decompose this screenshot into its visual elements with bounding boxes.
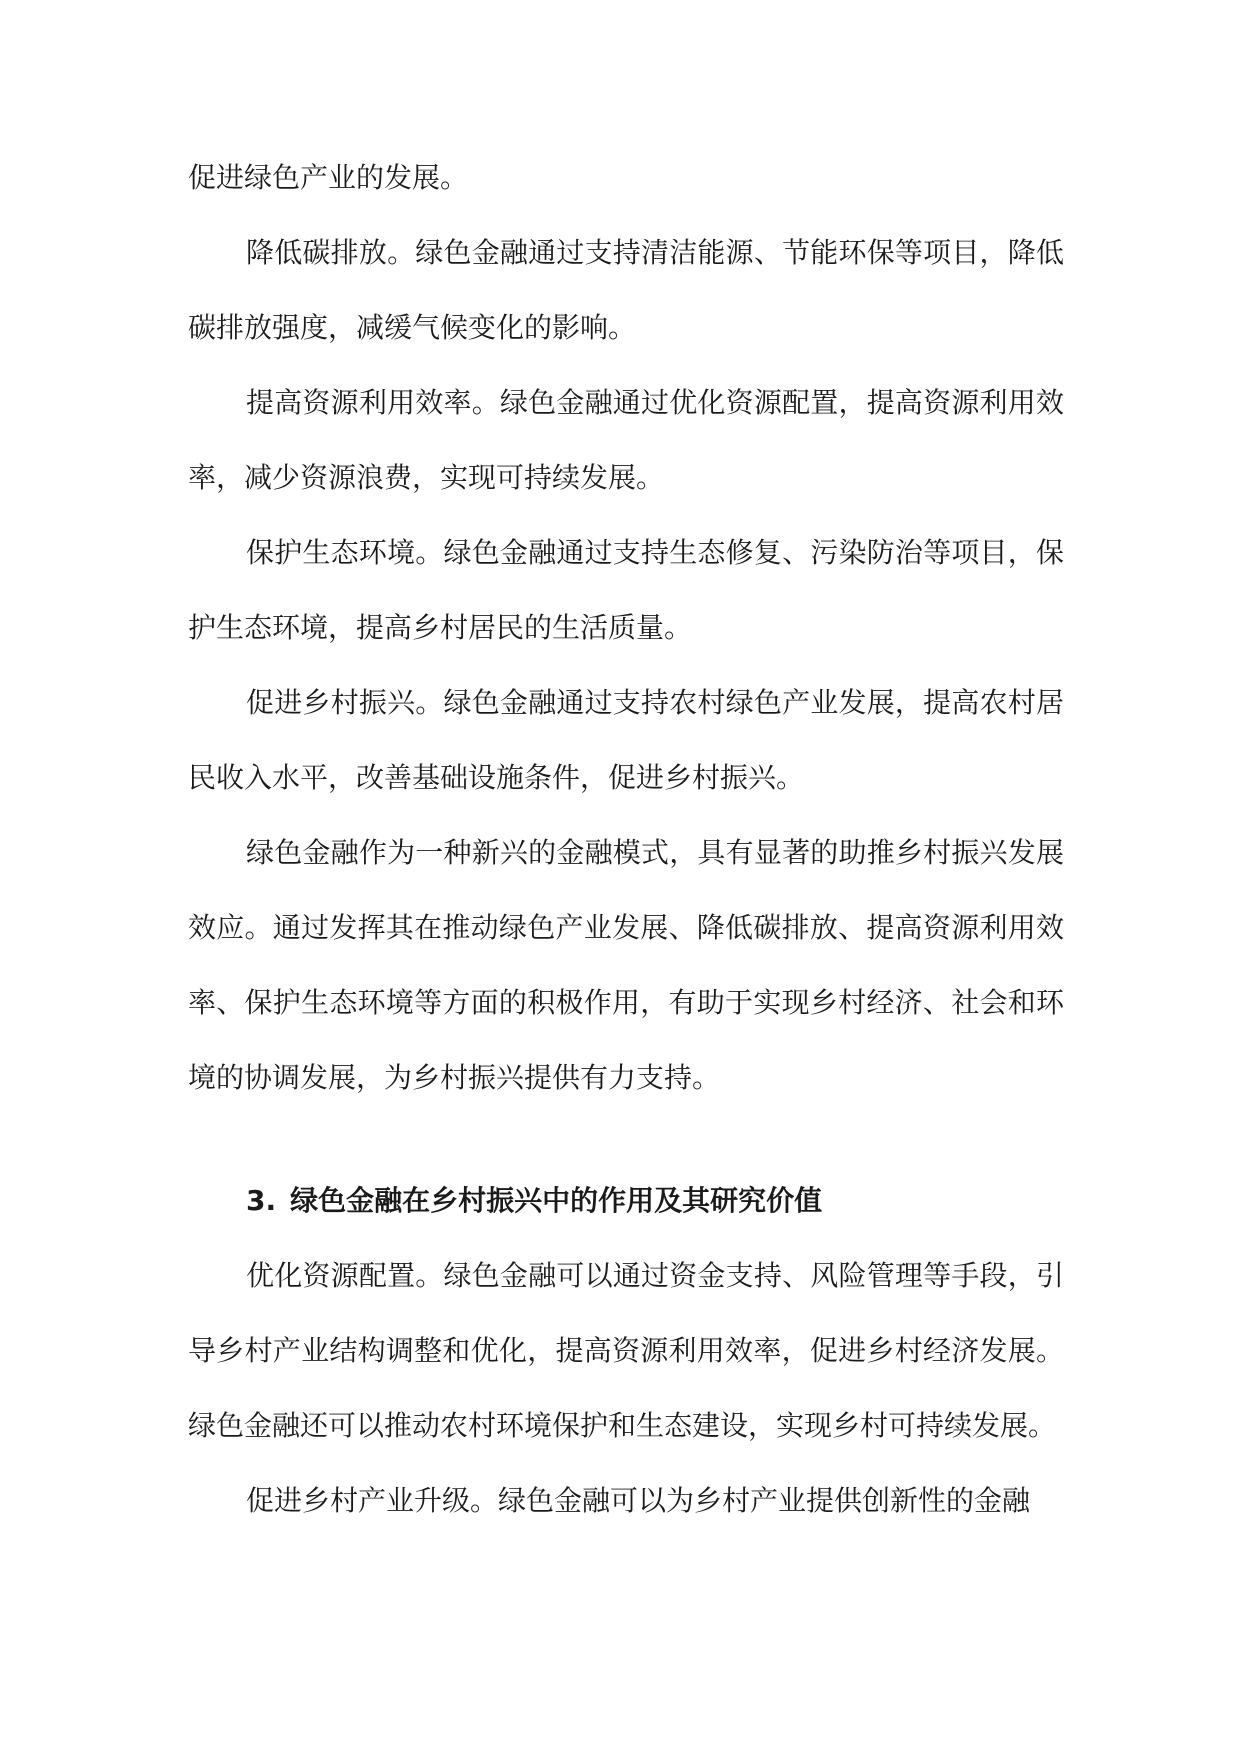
paragraph: 绿色金融作为一种新兴的金融模式，具有显著的助推乡村振兴发展效应。通过发挥其在推动绿色产业发展、降低碳排放、提高资源利用效率、保护生态环境等方面的积极作用，有助于实现乡村经济、社会和环境的协调发展，为乡村振兴提供有力支持。 bbox=[188, 836, 1064, 1094]
section-title: 绿色金融在乡村振兴中的作用及其研究价值 bbox=[290, 1184, 823, 1217]
paragraph: 降低碳排放。绿色金融通过支持清洁能源、节能环保等项目，降低碳排放强度，减缓气候变化的影响。 bbox=[188, 236, 1064, 344]
document-body bbox=[188, 140, 1064, 1538]
paragraph: 保护生态环境。绿色金融通过支持生态修复、污染防治等项目，保护生态环境，提高乡村居民的生活质量。 bbox=[188, 536, 1064, 644]
section-number: 3. bbox=[246, 1184, 277, 1217]
paragraph: 促进乡村振兴。绿色金融通过支持农村绿色产业发展，提高农村居民收入水平，改善基础设施条件，促进乡村振兴。 bbox=[188, 686, 1064, 794]
paragraph: 优化资源配置。绿色金融可以通过资金支持、风险管理等手段，引导乡村产业结构调整和优化，提高资源利用效率，促进乡村经济发展。绿色金融还可以推动农村环境保护和生态建设，实现乡村可持续发展。 bbox=[188, 1259, 1064, 1442]
section-heading bbox=[188, 1163, 1064, 1238]
paragraph: 提高资源利用效率。绿色金融通过优化资源配置，提高资源利用效率，减少资源浪费，实现可持续发展。 bbox=[188, 386, 1064, 494]
paragraph: 促进绿色产业的发展。 bbox=[188, 161, 469, 194]
paragraph: 促进乡村产业升级。绿色金融可以为乡村产业提供创新性的金融 bbox=[246, 1484, 1031, 1517]
